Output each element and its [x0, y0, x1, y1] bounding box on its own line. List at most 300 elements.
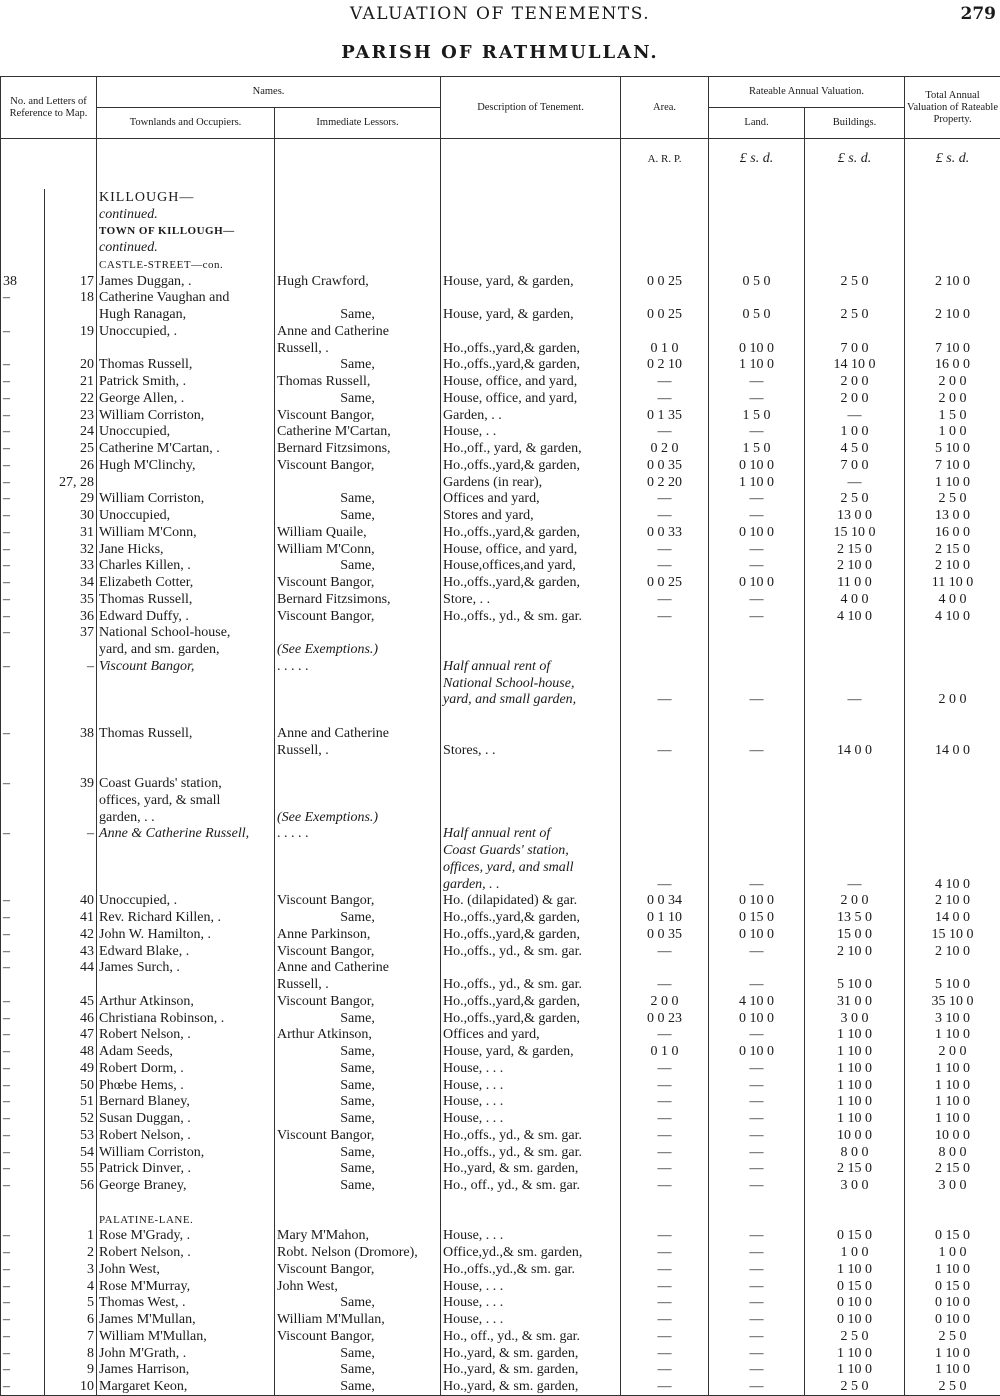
- ref-number-cell: –: [1, 1077, 45, 1094]
- ref-letters-cell: 4: [45, 1278, 97, 1295]
- table-row: [1, 1211, 1000, 1228]
- total-value-cell: [905, 792, 1000, 809]
- area-cell: —: [621, 943, 709, 960]
- area-cell: —: [621, 1244, 709, 1261]
- land-value-cell: [709, 725, 805, 742]
- ref-number-cell: –: [1, 373, 45, 390]
- occupier-cell: [97, 692, 275, 709]
- lessor-cell: [275, 1194, 441, 1211]
- description-cell: [441, 960, 621, 977]
- area-cell: [621, 842, 709, 859]
- description-cell: House, office, and yard,: [441, 390, 621, 407]
- occupier-cell: Hugh Ranagan,: [97, 306, 275, 323]
- ref-letters-cell: 45: [45, 993, 97, 1010]
- area-cell: 0 0 35: [621, 926, 709, 943]
- description-cell: [441, 239, 621, 256]
- area-cell: —: [621, 1278, 709, 1295]
- ref-number-cell: –: [1, 424, 45, 441]
- ref-letters-cell: 54: [45, 1144, 97, 1161]
- col-townlands-header: Townlands and Occupiers.: [97, 108, 275, 139]
- area-cell: —: [621, 390, 709, 407]
- occupier-cell: [97, 759, 275, 776]
- occupier-cell: William M'Conn,: [97, 524, 275, 541]
- buildings-value-cell: 1 0 0: [805, 424, 905, 441]
- occupier-cell: yard, and sm. garden,: [97, 641, 275, 658]
- table-row: [1, 558, 1000, 575]
- land-value-cell: 0 10 0: [709, 340, 805, 357]
- occupier-cell: Catherine Vaughan and: [97, 290, 275, 307]
- table-row: [1, 1027, 1000, 1044]
- buildings-value-cell: 2 15 0: [805, 1161, 905, 1178]
- table-row: [1, 1311, 1000, 1328]
- col-total-header: Total Annual Valuation of Rateable Property.: [905, 77, 1000, 139]
- ref-number-cell: [1, 742, 45, 759]
- col-land-header: Land.: [709, 108, 805, 139]
- area-cell: —: [621, 1378, 709, 1395]
- description-cell: Ho.,offs., yd., & sm. gar.: [441, 943, 621, 960]
- occupier-cell: Unoccupied, .: [97, 323, 275, 340]
- land-value-cell: —: [709, 1228, 805, 1245]
- buildings-value-cell: 2 0 0: [805, 893, 905, 910]
- area-cell: [621, 625, 709, 642]
- total-value-cell: 1 10 0: [905, 1345, 1000, 1362]
- buildings-value-cell: 1 10 0: [805, 1110, 905, 1127]
- buildings-value-cell: 15 0 0: [805, 926, 905, 943]
- area-cell: [621, 256, 709, 273]
- area-cell: [621, 708, 709, 725]
- ref-number-cell: –: [1, 574, 45, 591]
- table-row: [1, 1244, 1000, 1261]
- buildings-value-cell: 2 0 0: [805, 390, 905, 407]
- ref-letters-cell: –: [45, 658, 97, 675]
- table-row: [1, 1261, 1000, 1278]
- ref-letters-cell: 44: [45, 960, 97, 977]
- occupier-cell: Arthur Atkinson,: [97, 993, 275, 1010]
- description-cell: yard, and small garden,: [441, 692, 621, 709]
- occupier-cell: George Allen, .: [97, 390, 275, 407]
- land-value-cell: [709, 842, 805, 859]
- table-row: [1, 1144, 1000, 1161]
- ref-number-cell: [1, 859, 45, 876]
- buildings-value-cell: [805, 206, 905, 223]
- table-row: [1, 357, 1000, 374]
- ref-letters-cell: 2: [45, 1244, 97, 1261]
- land-value-cell: —: [709, 1261, 805, 1278]
- ref-letters-cell: [45, 876, 97, 893]
- ref-number-cell: –: [1, 357, 45, 374]
- lessor-cell: Same,: [275, 1161, 441, 1178]
- buildings-value-cell: 3 0 0: [805, 1177, 905, 1194]
- ref-number-cell: –: [1, 608, 45, 625]
- area-cell: —: [621, 507, 709, 524]
- table-row: [1, 424, 1000, 441]
- buildings-value-cell: 1 10 0: [805, 1261, 905, 1278]
- units-row: [1, 139, 1000, 190]
- ref-number-cell: –: [1, 440, 45, 457]
- buildings-value-cell: 2 5 0: [805, 273, 905, 290]
- table-row: [1, 290, 1000, 307]
- ref-letters-cell: –: [45, 826, 97, 843]
- occupier-cell: Edward Duffy, .: [97, 608, 275, 625]
- ref-number-cell: [1, 876, 45, 893]
- table-row: [1, 1127, 1000, 1144]
- valuation-table: [0, 76, 1000, 1396]
- description-cell: Ho.,offs.,yard,& garden,: [441, 457, 621, 474]
- area-cell: 0 0 35: [621, 457, 709, 474]
- land-value-cell: —: [709, 608, 805, 625]
- table-row: [1, 692, 1000, 709]
- occupier-cell: Catherine M'Cartan, .: [97, 440, 275, 457]
- occupier-cell: garden, . .: [97, 809, 275, 826]
- ref-number-cell: –: [1, 1378, 45, 1395]
- table-row: [1, 826, 1000, 843]
- description-cell: garden, . .: [441, 876, 621, 893]
- ref-letters-cell: 24: [45, 424, 97, 441]
- lessor-cell: Same,: [275, 558, 441, 575]
- description-cell: [441, 223, 621, 240]
- occupier-cell: continued.: [97, 239, 275, 256]
- lessor-cell: Same,: [275, 1077, 441, 1094]
- ref-number-cell: –: [1, 407, 45, 424]
- description-cell: [441, 725, 621, 742]
- total-value-cell: [905, 189, 1000, 206]
- lessor-cell: Same,: [275, 507, 441, 524]
- description-cell: House, . . .: [441, 1295, 621, 1312]
- table-row: [1, 407, 1000, 424]
- description-cell: Ho.,offs.,yard,& garden,: [441, 340, 621, 357]
- ref-letters-cell: 5: [45, 1295, 97, 1312]
- buildings-value-cell: 13 0 0: [805, 507, 905, 524]
- occupier-cell: [97, 675, 275, 692]
- description-cell: Ho.,offs., yd., & sm. gar.: [441, 608, 621, 625]
- ref-number-cell: –: [1, 541, 45, 558]
- area-cell: [621, 223, 709, 240]
- occupier-cell: Anne & Catherine Russell,: [97, 826, 275, 843]
- land-value-cell: 0 15 0: [709, 909, 805, 926]
- lessor-cell: . . . . .: [275, 826, 441, 843]
- lessor-cell: Same,: [275, 1060, 441, 1077]
- total-value-cell: [905, 708, 1000, 725]
- area-cell: —: [621, 1094, 709, 1111]
- land-value-cell: —: [709, 943, 805, 960]
- lessor-cell: Anne and Catherine: [275, 960, 441, 977]
- area-cell: 0 0 33: [621, 524, 709, 541]
- table-row: [1, 625, 1000, 642]
- ref-letters-cell: [45, 1211, 97, 1228]
- description-cell: House, . . .: [441, 1110, 621, 1127]
- land-value-cell: —: [709, 1244, 805, 1261]
- ref-number-cell: [1, 792, 45, 809]
- area-cell: —: [621, 1177, 709, 1194]
- total-value-cell: 1 10 0: [905, 1261, 1000, 1278]
- land-value-cell: —: [709, 390, 805, 407]
- occupier-cell: Rose M'Murray,: [97, 1278, 275, 1295]
- buildings-value-cell: 1 10 0: [805, 1043, 905, 1060]
- ref-letters-cell: [45, 306, 97, 323]
- ref-number-cell: –: [1, 1244, 45, 1261]
- total-value-cell: [905, 625, 1000, 642]
- ref-number-cell: –: [1, 775, 45, 792]
- buildings-value-cell: 2 5 0: [805, 491, 905, 508]
- land-value-cell: —: [709, 976, 805, 993]
- total-value-cell: 0 10 0: [905, 1311, 1000, 1328]
- total-value-cell: 7 10 0: [905, 457, 1000, 474]
- area-cell: —: [621, 1027, 709, 1044]
- total-value-cell: 2 0 0: [905, 692, 1000, 709]
- ref-number-cell: [1, 641, 45, 658]
- buildings-value-cell: —: [805, 876, 905, 893]
- lessor-cell: [275, 1211, 441, 1228]
- land-value-cell: 0 10 0: [709, 524, 805, 541]
- area-cell: —: [621, 1228, 709, 1245]
- land-value-cell: —: [709, 1077, 805, 1094]
- lessor-cell: Thomas Russell,: [275, 373, 441, 390]
- ref-number-cell: –: [1, 1027, 45, 1044]
- table-row: [1, 1295, 1000, 1312]
- area-cell: 0 1 35: [621, 407, 709, 424]
- table-row: [1, 306, 1000, 323]
- lessor-cell: [275, 189, 441, 206]
- lessor-cell: [275, 876, 441, 893]
- land-value-cell: —: [709, 1110, 805, 1127]
- ref-letters-cell: 34: [45, 574, 97, 591]
- buildings-value-cell: 31 0 0: [805, 993, 905, 1010]
- total-value-cell: 2 10 0: [905, 943, 1000, 960]
- occupier-cell: James Surch, .: [97, 960, 275, 977]
- occupier-cell: James Harrison,: [97, 1362, 275, 1379]
- ref-letters-cell: 55: [45, 1161, 97, 1178]
- lessor-cell: [275, 239, 441, 256]
- area-cell: [621, 775, 709, 792]
- lessor-cell: Viscount Bangor,: [275, 943, 441, 960]
- total-value-cell: 1 10 0: [905, 474, 1000, 491]
- ref-number-cell: –: [1, 323, 45, 340]
- description-cell: House, yard, & garden,: [441, 273, 621, 290]
- land-value-cell: [709, 826, 805, 843]
- ref-letters-cell: [45, 692, 97, 709]
- buildings-value-cell: 1 10 0: [805, 1345, 905, 1362]
- description-cell: Coast Guards' station,: [441, 842, 621, 859]
- lessor-cell: Anne and Catherine: [275, 323, 441, 340]
- occupier-cell: John M'Grath, .: [97, 1345, 275, 1362]
- total-value-cell: 1 0 0: [905, 424, 1000, 441]
- land-value-cell: 0 10 0: [709, 1043, 805, 1060]
- total-value-cell: 1 10 0: [905, 1094, 1000, 1111]
- ref-number-cell: –: [1, 507, 45, 524]
- ref-letters-cell: 56: [45, 1177, 97, 1194]
- lessor-cell: (See Exemptions.): [275, 641, 441, 658]
- description-cell: Ho.,offs., yd., & sm. gar.: [441, 976, 621, 993]
- total-value-cell: 10 0 0: [905, 1127, 1000, 1144]
- lessor-cell: [275, 842, 441, 859]
- description-cell: House, yard, & garden,: [441, 1043, 621, 1060]
- description-cell: House, . . .: [441, 1077, 621, 1094]
- lessor-cell: William Quaile,: [275, 524, 441, 541]
- lessor-cell: Viscount Bangor,: [275, 993, 441, 1010]
- table-row: [1, 976, 1000, 993]
- buildings-value-cell: [805, 675, 905, 692]
- occupier-cell: John West,: [97, 1261, 275, 1278]
- area-cell: [621, 239, 709, 256]
- ref-number-cell: [1, 1194, 45, 1211]
- lessor-cell: [275, 206, 441, 223]
- land-value-cell: 0 10 0: [709, 893, 805, 910]
- land-value-cell: —: [709, 1127, 805, 1144]
- description-cell: Gardens (in rear),: [441, 474, 621, 491]
- occupier-cell: George Braney,: [97, 1177, 275, 1194]
- total-units: £ s. d.: [905, 139, 1000, 190]
- buildings-value-cell: 1 10 0: [805, 1027, 905, 1044]
- description-cell: House, . .: [441, 424, 621, 441]
- area-cell: —: [621, 692, 709, 709]
- col-lessors-header: Immediate Lessors.: [275, 108, 441, 139]
- area-cell: —: [621, 742, 709, 759]
- buildings-value-cell: 1 10 0: [805, 1060, 905, 1077]
- land-value-cell: [709, 239, 805, 256]
- description-cell: Store, . .: [441, 591, 621, 608]
- buildings-value-cell: 14 10 0: [805, 357, 905, 374]
- buildings-value-cell: [805, 1211, 905, 1228]
- land-value-cell: —: [709, 876, 805, 893]
- ref-letters-cell: 7: [45, 1328, 97, 1345]
- table-row: [1, 608, 1000, 625]
- occupier-cell: Rose M'Grady, .: [97, 1228, 275, 1245]
- buildings-value-cell: [805, 809, 905, 826]
- table-row: [1, 792, 1000, 809]
- total-value-cell: 5 10 0: [905, 440, 1000, 457]
- ref-letters-cell: 48: [45, 1043, 97, 1060]
- ref-letters-cell: 25: [45, 440, 97, 457]
- description-cell: [441, 323, 621, 340]
- occupier-cell: Elizabeth Cotter,: [97, 574, 275, 591]
- ref-number-cell: –: [1, 457, 45, 474]
- total-value-cell: [905, 725, 1000, 742]
- ref-letters-cell: 32: [45, 541, 97, 558]
- lessor-cell: Russell, .: [275, 742, 441, 759]
- ref-letters-cell: [45, 759, 97, 776]
- page-number: 279: [961, 4, 997, 24]
- occupier-cell: Robert Nelson, .: [97, 1244, 275, 1261]
- lessor-cell: Hugh Crawford,: [275, 273, 441, 290]
- buildings-value-cell: 2 5 0: [805, 306, 905, 323]
- ref-letters-cell: 9: [45, 1362, 97, 1379]
- land-value-cell: —: [709, 1027, 805, 1044]
- col-ref-header: No. and Letters of Reference to Map.: [1, 77, 97, 139]
- ref-letters-cell: 23: [45, 407, 97, 424]
- table-row: [1, 1043, 1000, 1060]
- description-cell: House, . . .: [441, 1060, 621, 1077]
- land-value-cell: [709, 1194, 805, 1211]
- table-row: [1, 591, 1000, 608]
- area-cell: 0 1 0: [621, 340, 709, 357]
- occupier-cell: Thomas Russell,: [97, 591, 275, 608]
- buildings-value-cell: 5 10 0: [805, 976, 905, 993]
- land-value-cell: [709, 675, 805, 692]
- lessor-cell: Viscount Bangor,: [275, 608, 441, 625]
- ref-number-cell: [1, 692, 45, 709]
- buildings-value-cell: 15 10 0: [805, 524, 905, 541]
- total-value-cell: 1 10 0: [905, 1060, 1000, 1077]
- ref-number-cell: [1, 223, 45, 240]
- ref-letters-cell: 30: [45, 507, 97, 524]
- occupier-cell: KILLOUGH—: [97, 189, 275, 206]
- occupier-cell: Unoccupied,: [97, 424, 275, 441]
- description-cell: Ho.,offs.,yard,& garden,: [441, 926, 621, 943]
- ledger-body: [1, 139, 1000, 1396]
- land-value-cell: —: [709, 1362, 805, 1379]
- ref-letters-cell: 3: [45, 1261, 97, 1278]
- table-row: [1, 1378, 1000, 1395]
- table-row: [1, 893, 1000, 910]
- ref-letters-cell: 27, 28: [45, 474, 97, 491]
- lessor-cell: Same,: [275, 1378, 441, 1395]
- ref-number-cell: [1, 306, 45, 323]
- ref-number-cell: –: [1, 1345, 45, 1362]
- buildings-value-cell: 2 15 0: [805, 541, 905, 558]
- area-cell: [621, 290, 709, 307]
- col-names-header: Names.: [97, 77, 441, 108]
- ref-letters-cell: 21: [45, 373, 97, 390]
- lessor-cell: Same,: [275, 1094, 441, 1111]
- ref-number-cell: –: [1, 1127, 45, 1144]
- occupier-cell: Margaret Keon,: [97, 1378, 275, 1395]
- land-value-cell: —: [709, 1177, 805, 1194]
- ref-number-cell: –: [1, 1328, 45, 1345]
- table-row: [1, 323, 1000, 340]
- buildings-value-cell: 2 5 0: [805, 1378, 905, 1395]
- total-value-cell: [905, 256, 1000, 273]
- ref-number-cell: [1, 189, 45, 206]
- total-value-cell: 2 0 0: [905, 390, 1000, 407]
- land-value-cell: —: [709, 1345, 805, 1362]
- occupier-cell: James Duggan, .: [97, 273, 275, 290]
- page-title: VALUATION OF TENEMENTS.: [0, 4, 1000, 24]
- lessor-cell: [275, 474, 441, 491]
- ref-letters-cell: [45, 189, 97, 206]
- area-cell: —: [621, 1261, 709, 1278]
- land-value-cell: [709, 960, 805, 977]
- ref-letters-cell: 29: [45, 491, 97, 508]
- total-value-cell: 1 0 0: [905, 1244, 1000, 1261]
- table-row: [1, 809, 1000, 826]
- buildings-value-cell: —: [805, 474, 905, 491]
- description-cell: House, . . .: [441, 1311, 621, 1328]
- occupier-cell: [97, 859, 275, 876]
- ref-number-cell: [1, 239, 45, 256]
- total-value-cell: 35 10 0: [905, 993, 1000, 1010]
- buildings-value-cell: [805, 1194, 905, 1211]
- area-cell: —: [621, 1362, 709, 1379]
- buildings-value-cell: 1 10 0: [805, 1077, 905, 1094]
- lessor-cell: Viscount Bangor,: [275, 1127, 441, 1144]
- ref-number-cell: –: [1, 1295, 45, 1312]
- area-cell: 2 0 0: [621, 993, 709, 1010]
- total-value-cell: [905, 206, 1000, 223]
- lessor-cell: Viscount Bangor,: [275, 457, 441, 474]
- area-units: A. R. P.: [621, 139, 709, 190]
- table-row: [1, 206, 1000, 223]
- ref-number-cell: –: [1, 1094, 45, 1111]
- occupier-cell: William Corriston,: [97, 1144, 275, 1161]
- land-value-cell: —: [709, 1311, 805, 1328]
- description-cell: House, office, and yard,: [441, 541, 621, 558]
- ref-letters-cell: [45, 809, 97, 826]
- land-value-cell: [709, 859, 805, 876]
- ref-letters-cell: 42: [45, 926, 97, 943]
- area-cell: [621, 323, 709, 340]
- lessor-cell: Same,: [275, 1362, 441, 1379]
- table-row: [1, 926, 1000, 943]
